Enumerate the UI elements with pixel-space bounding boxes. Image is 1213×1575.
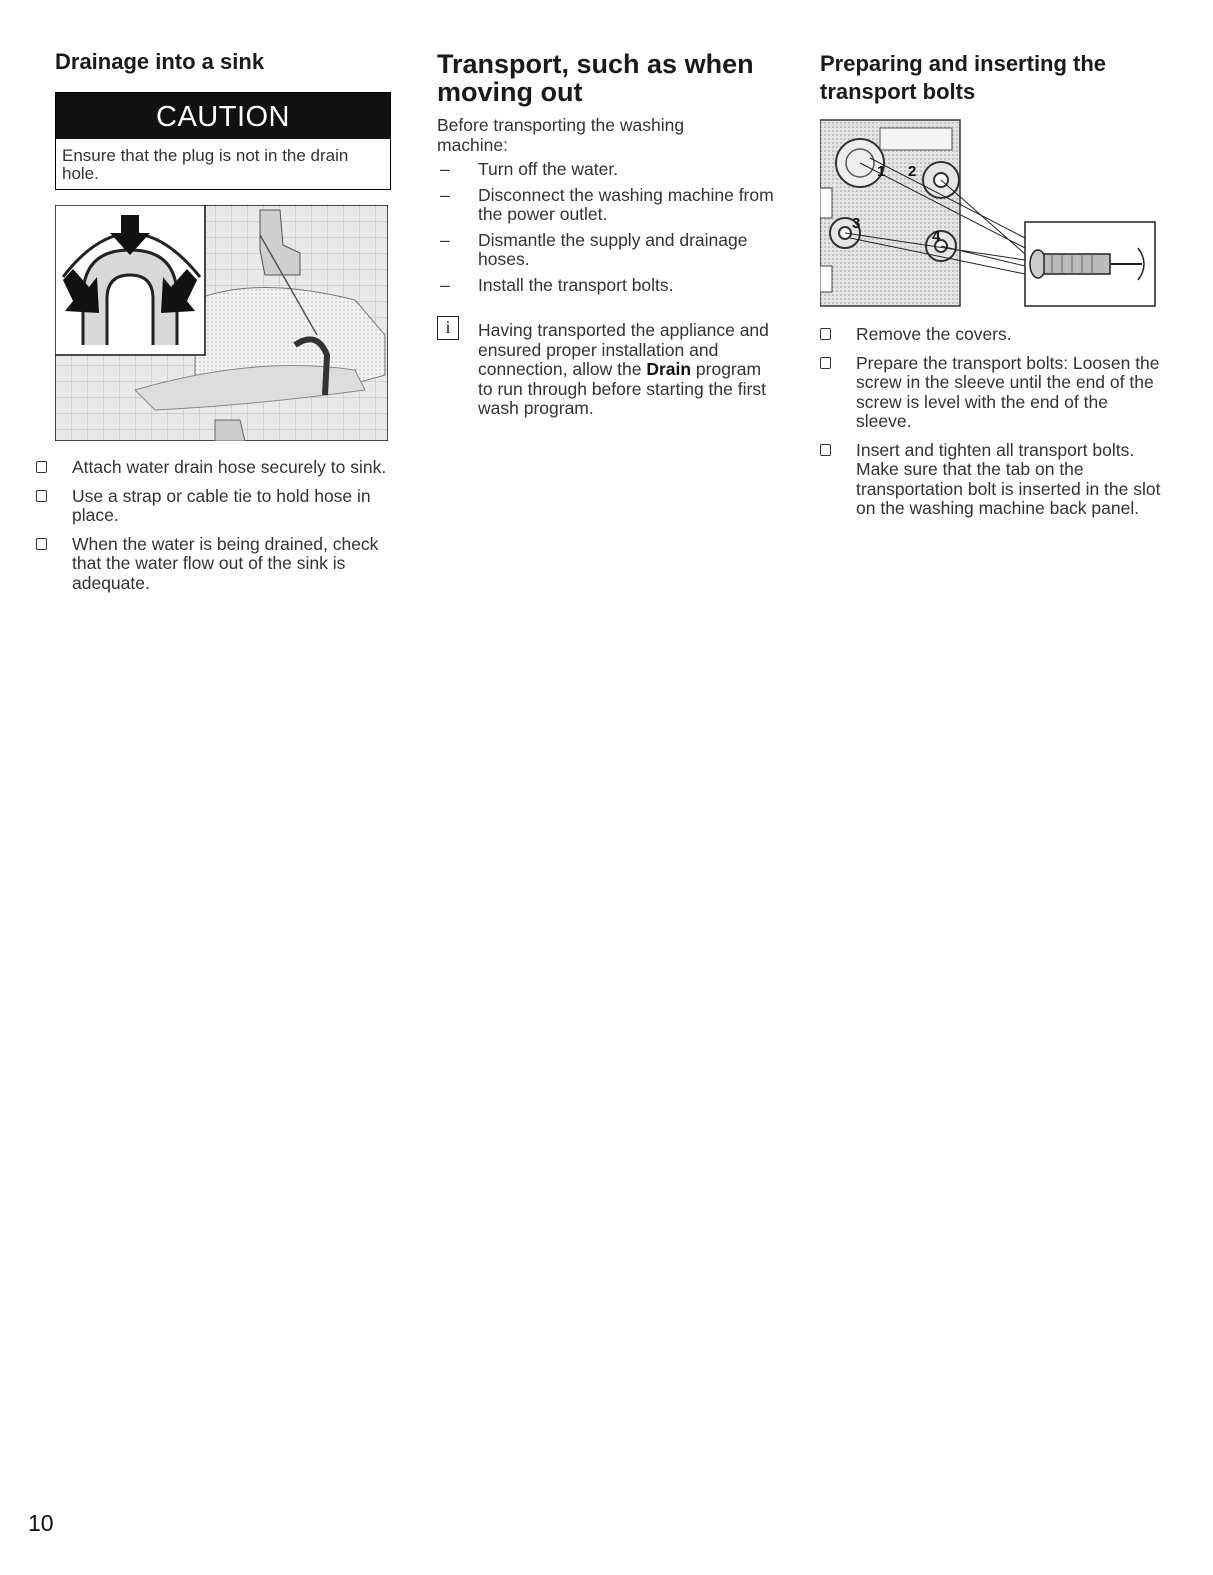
bolt-label-4: 4 bbox=[932, 228, 941, 245]
transport-bolts-illustration bbox=[820, 118, 1160, 310]
list-item: Prepare the transport bolts: Loosen the screw in the sleeve until the end of the screw is level with the end of the sleeve. bbox=[820, 354, 1165, 432]
transport-intro: Before transporting the washing machine: bbox=[437, 115, 685, 155]
sink-drain-illustration bbox=[55, 205, 388, 441]
checkbox-square-icon bbox=[820, 357, 831, 369]
list-item: Insert and tighten all transport bolts. Make sure that the tab on the transportation bolt is inserted in the slot on the washing machine back panel. bbox=[820, 441, 1165, 519]
bolt-label-1: 1 bbox=[877, 163, 886, 180]
checkbox-square-icon bbox=[820, 328, 831, 340]
bolt-label-3: 3 bbox=[852, 215, 861, 232]
list-item: Use a strap or cable tie to hold hose in place. bbox=[36, 487, 392, 526]
drainage-steps bbox=[36, 458, 392, 602]
page-number: 10 bbox=[28, 1510, 54, 1536]
info-note: Having transported the appliance and ensured proper installation and connection, allow the Drain program to run through before starting the first wash program. bbox=[478, 320, 769, 418]
transport-bolts-steps bbox=[820, 325, 1165, 528]
checkbox-square-icon bbox=[36, 538, 47, 550]
caution-text: Ensure that the plug is not in the drain hole. bbox=[62, 146, 349, 183]
list-item: – Disconnect the washing machine from the power outlet. bbox=[440, 184, 774, 224]
drain-program-name: Drain bbox=[646, 359, 692, 379]
checkbox-square-icon bbox=[820, 444, 831, 456]
drainage-heading: Drainage into a sink bbox=[55, 49, 265, 74]
bolt-label-2: 2 bbox=[908, 163, 917, 180]
dash-icon: – bbox=[440, 229, 450, 250]
transport-steps bbox=[437, 160, 782, 301]
list-item: When the water is being drained, check that the water flow out of the sink is adequate. bbox=[36, 535, 392, 594]
list-item: Attach water drain hose securely to sink. bbox=[36, 458, 392, 478]
dash-icon: – bbox=[440, 184, 450, 205]
list-item: – Dismantle the supply and drainage hoses. bbox=[440, 229, 748, 269]
list-item: – Install the transport bolts. bbox=[440, 274, 674, 295]
caution-title: CAUTION bbox=[56, 93, 390, 139]
checkbox-square-icon bbox=[36, 461, 47, 473]
caution-box bbox=[55, 92, 391, 190]
transport-bolts-heading: Preparing and inserting the transport bolts bbox=[820, 51, 1107, 104]
dash-icon: – bbox=[440, 159, 450, 179]
info-icon: i bbox=[437, 316, 459, 340]
checkbox-square-icon bbox=[36, 490, 47, 502]
hose-bend-inset bbox=[55, 205, 205, 355]
transport-heading: Transport, such as when moving out bbox=[437, 49, 754, 107]
dash-icon: – bbox=[440, 274, 450, 295]
list-item: – Turn off the water. bbox=[440, 159, 619, 179]
list-item: Remove the covers. bbox=[820, 325, 1165, 345]
